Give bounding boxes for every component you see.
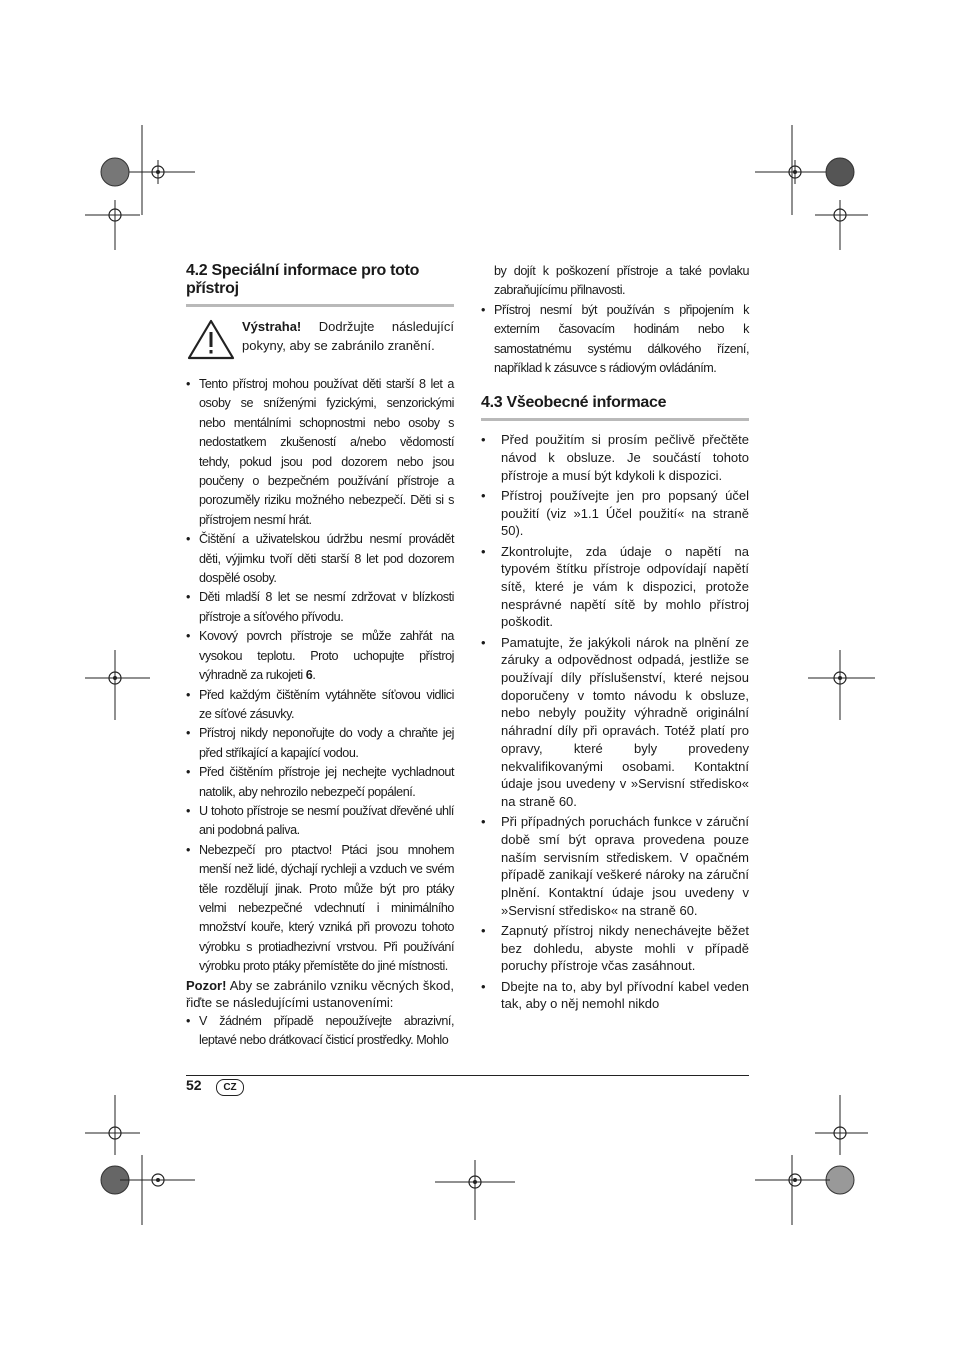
list-item: • V žádném případě nepoužívejte abrazivní, leptavé nebo drátkovací čisticí prostředky. Mohlo bbox=[186, 1012, 454, 1051]
list-item: • Před použitím si prosím pečlivě přečtěte návod k obsluze. Je součástí tohoto přístroje a musí být kdykoli k dispozici. bbox=[481, 431, 749, 484]
warning-text bbox=[242, 317, 454, 361]
section-4-3 bbox=[481, 394, 749, 1013]
registration-mark bbox=[750, 120, 870, 250]
caution-text: Aby se zabránilo vzniku věcných škod, řiďte se následujícími ustanoveními: bbox=[186, 977, 454, 1011]
footer-divider bbox=[186, 1075, 749, 1076]
page-number: 52 bbox=[186, 1077, 202, 1093]
continued-text: by dojít k poškození přístroje a také povlaku zabraňujícímu přilnavosti. bbox=[494, 264, 749, 298]
list-item: • Při případných poruchách funkce v záruční době smí být oprava provedena pouze naším servisním střediskem. V opačném případě zanikají veškeré nároky na záruční plnění. Kontaktní údaje jsou uvedeny v »Servisní středisko« na straně 60. bbox=[481, 813, 749, 919]
list-item: • Zkontrolujte, zda údaje o napětí na typovém štítku přístroje odpovídají napětí sítě, které je vám k dispozici, protože nesprávné napětí sítě by mohlo přístroj poškodit. bbox=[481, 543, 749, 632]
warning-triangle-icon bbox=[186, 317, 236, 361]
general-info-list bbox=[481, 431, 749, 1013]
list-item: • Přístroj používejte jen pro popsaný účel použití (viz »1.1 Účel použití« na straně 50). bbox=[481, 487, 749, 540]
registration-mark bbox=[80, 650, 160, 720]
list-item-text: Kovový povrch přístroje se může zahřát na vysokou teplotu. Proto uchopujte přístroj výhradně za rukojeti bbox=[199, 629, 454, 683]
registration-mark bbox=[800, 650, 880, 720]
list-item: • Tento přístroj mohou používat děti starší 8 let a osoby se sníženými fyzickými, senzorickými nebo mentálními schopnostmi nebo osoby s nedostatkem zkušeností a/nebo vědomostí tehdy, pokud jsou pod dozorem nebo jsou poučeny o bezpečném používání přístroje a porozuměly riziku možného nebezpečí. Děti si s přístrojem nesmí hrát. bbox=[186, 375, 454, 530]
section-heading-4-3: 4.3 Všeobecné informace bbox=[481, 394, 749, 421]
right-column bbox=[481, 262, 749, 1015]
section-heading-4-2: 4.2 Speciální informace pro toto přístroj bbox=[186, 262, 454, 307]
language-badge: CZ bbox=[216, 1079, 244, 1096]
list-item: • Pamatujte, že jakýkoli nárok na plnění ze záruky a odpovědnost odpadá, jestliže se používají díly příslušenství, které nejsou doporučeny v tomto návodu k obsluze, nebo nebyly použity výhradně originální náhradní díly při opravách. Totéž platí pro opravy, které byly provedeny nekvalifikovanými osobami. Kontaktní údaje jsou uvedeny v »Servisní středisko« na straně 60. bbox=[481, 634, 749, 811]
list-item: • U tohoto přístroje se nesmí používat dřevěné uhlí ani podobná paliva. bbox=[186, 802, 454, 841]
registration-mark bbox=[80, 120, 200, 250]
caution-note bbox=[186, 977, 454, 1012]
list-item: • Zapnutý přístroj nikdy nenechávejte běžet bez dohledu, abyste mohli v případě poruchy přístroje včas zasáhnout. bbox=[481, 922, 749, 975]
left-column bbox=[186, 262, 454, 1050]
registration-mark bbox=[80, 1095, 200, 1225]
safety-list bbox=[186, 375, 454, 977]
warning-label: Výstraha! bbox=[242, 319, 302, 334]
list-item: • Nebezpečí pro ptactvo! Ptáci jsou mnohem menší než lidé, dýchají rychleji a vzduch ve svém těle rozdělují jinak. Proto může být pro ptáky velmi nebezpečné vdechnutí i minimálního množství kouře, který vzniká při provozu tohoto výrobku s protiadhezivní vrstvou. Při používání výrobku proto ptáky přemístěte do jiné místnosti. bbox=[186, 841, 454, 977]
list-item: • Přístroj nesmí být používán s připojením k externím časovacím hodinám nebo k samostatnému systému dálkového řízení, například k zásuvce s rádiovým ovládáním. bbox=[481, 301, 749, 379]
caution-list bbox=[186, 1012, 454, 1051]
list-item: • Před každým čištěním vytáhněte síťovou vidlici ze síťové zásuvky. bbox=[186, 686, 454, 725]
warning-block bbox=[186, 317, 454, 361]
list-item: • Před čištěním přístroje jej nechejte vychladnout natolik, aby nehrozilo nebezpečí popálení. bbox=[186, 763, 454, 802]
list-item: • Přístroj nikdy neponořujte do vody a chraňte jej před stříkající a kapající vodou. bbox=[186, 724, 454, 763]
list-item: • Čištění a uživatelskou údržbu nesmí provádět děti, výjimku tvoří děti starší 8 let pod dozorem dospělé osoby. bbox=[186, 530, 454, 588]
warning-message: Dodržujte následující pokyny, aby se zabránilo zranění. bbox=[242, 319, 454, 353]
list-item: • Dbejte na to, aby byl přívodní kabel veden tak, aby o něj nemohl nikdo bbox=[481, 978, 749, 1013]
handle-ref-number: 6 bbox=[305, 668, 313, 683]
list-item: • Kovový povrch přístroje se může zahřát na vysokou teplotu. Proto uchopujte přístroj výhradně za rukojeti 6. bbox=[186, 627, 454, 685]
list-item: • Děti mladší 8 let se nesmí zdržovat v blízkosti přístroje a síťového přívodu. bbox=[186, 588, 454, 627]
caution-label: Pozor! bbox=[186, 977, 227, 993]
registration-mark bbox=[750, 1095, 870, 1225]
caution-list-continued bbox=[481, 301, 749, 379]
registration-mark bbox=[430, 1160, 520, 1220]
